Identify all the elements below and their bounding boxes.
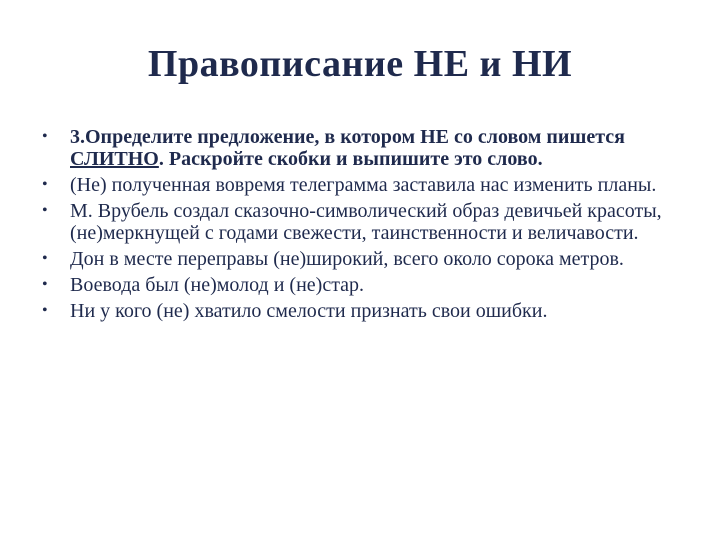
task-bullet: [40, 126, 690, 170]
bullet-list: [40, 126, 690, 326]
task-text: [70, 126, 625, 170]
sentence-text: (Не) полученная вовремя телеграмма заставила нас изменить планы.: [70, 174, 657, 196]
task-underlined-word: СЛИТНО: [70, 148, 159, 170]
sentence-text: Воевода был (не)молод и (не)стар.: [70, 274, 365, 296]
sentence-bullet-2: [40, 200, 690, 244]
task-text-part1: 3.Определите предложение, в котором НЕ со словом пишется: [70, 126, 625, 148]
sentence-bullet-4: [40, 274, 690, 296]
bullet-icon: •: [42, 302, 48, 319]
task-text-part2: . Раскройте скобки и выпишите это слово.: [158, 148, 543, 170]
sentence-bullet-1: [40, 174, 690, 196]
bullet-icon: •: [42, 202, 48, 219]
bullet-icon: •: [42, 276, 48, 293]
slide-title: Правописание НЕ и НИ: [147, 43, 573, 85]
sentence-text: М. Врубель создал сказочно-символический образ девичьей красоты, (не)меркнущей с годами свежести, таинственности и величавости.: [70, 200, 662, 244]
bullet-icon: •: [42, 250, 48, 267]
bullet-icon: •: [42, 128, 48, 145]
sentence-bullet-5: [40, 300, 690, 322]
bullet-icon: •: [42, 176, 48, 193]
sentence-text: Дон в месте переправы (не)широкий, всего около сорока метров.: [70, 248, 624, 270]
sentence-text: Ни у кого (не) хватило смелости признать свои ошибки.: [70, 300, 548, 322]
sentence-bullet-3: [40, 248, 690, 270]
